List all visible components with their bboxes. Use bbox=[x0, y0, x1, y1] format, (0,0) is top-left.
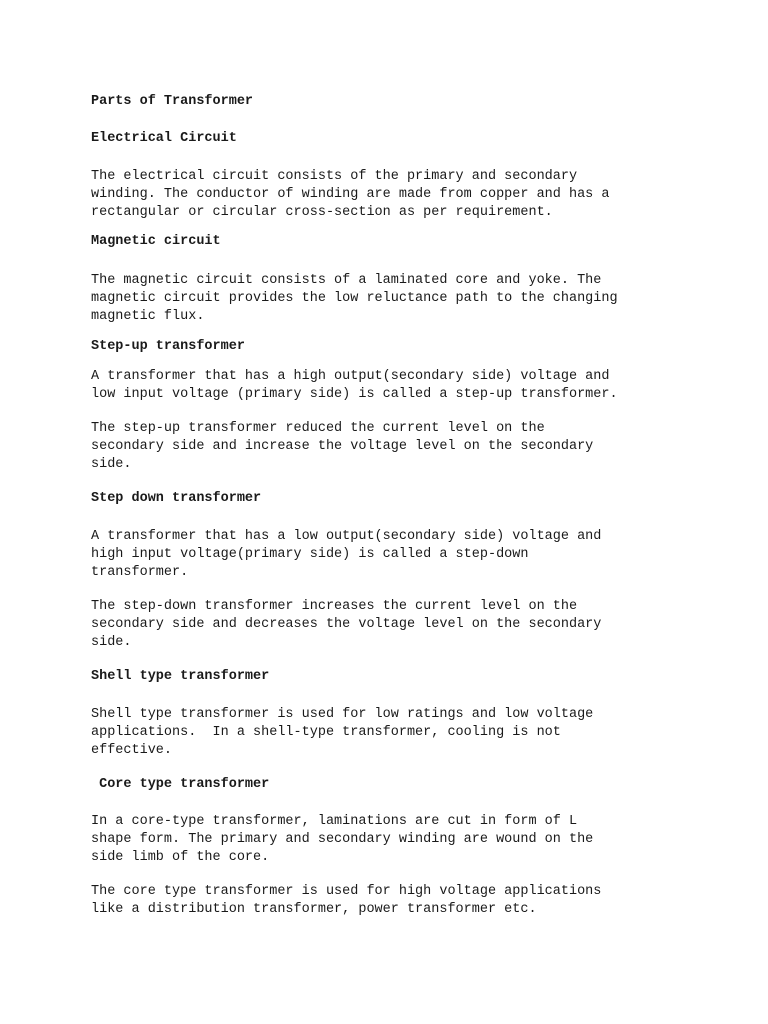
paragraph-shell-type: Shell type transformer is used for low ratings and low voltage applications. In a shell-type transformer, cooling is not effective. bbox=[91, 707, 594, 758]
section-heading-shell-type-transformer: Shell type transformer bbox=[91, 669, 270, 684]
paragraph-magnetic-circuit: The magnetic circuit consists of a laminated core and yoke. The magnetic circuit provides the low reluctance path to the changing magnetic flux. bbox=[91, 273, 618, 324]
paragraph-core-type-applications: The core type transformer is used for high voltage applications like a distribution transformer, power transformer etc. bbox=[91, 884, 602, 917]
document-title: Parts of Transformer bbox=[91, 94, 254, 109]
paragraph-step-up-definition: A transformer that has a high output(secondary side) voltage and low input voltage (primary side) is called a step-up transformer. bbox=[91, 369, 618, 402]
paragraph-step-down-definition: A transformer that has a low output(secondary side) voltage and high input voltage(primary side) is called a step-down transformer. bbox=[91, 529, 602, 580]
paragraph-electrical-circuit: The electrical circuit consists of the primary and secondary winding. The conductor of winding are made from copper and has a rectangular or circular cross-section as per requirement. bbox=[91, 169, 610, 220]
paragraph-core-type-construction: In a core-type transformer, laminations are cut in form of L shape form. The primary and secondary winding are wound on the side limb of the core. bbox=[91, 814, 594, 865]
section-heading-step-up-transformer: Step-up transformer bbox=[91, 339, 245, 354]
paragraph-step-up-effect: The step-up transformer reduced the current level on the secondary side and increase the voltage level on the secondary side. bbox=[91, 421, 594, 472]
paragraph-step-down-effect: The step-down transformer increases the current level on the secondary side and decreases the voltage level on the secondary side. bbox=[91, 599, 602, 650]
section-heading-step-down-transformer: Step down transformer bbox=[91, 491, 262, 506]
section-heading-magnetic-circuit: Magnetic circuit bbox=[91, 234, 221, 249]
section-heading-core-type-transformer: Core type transformer bbox=[91, 777, 270, 792]
section-heading-electrical-circuit: Electrical Circuit bbox=[91, 131, 237, 146]
